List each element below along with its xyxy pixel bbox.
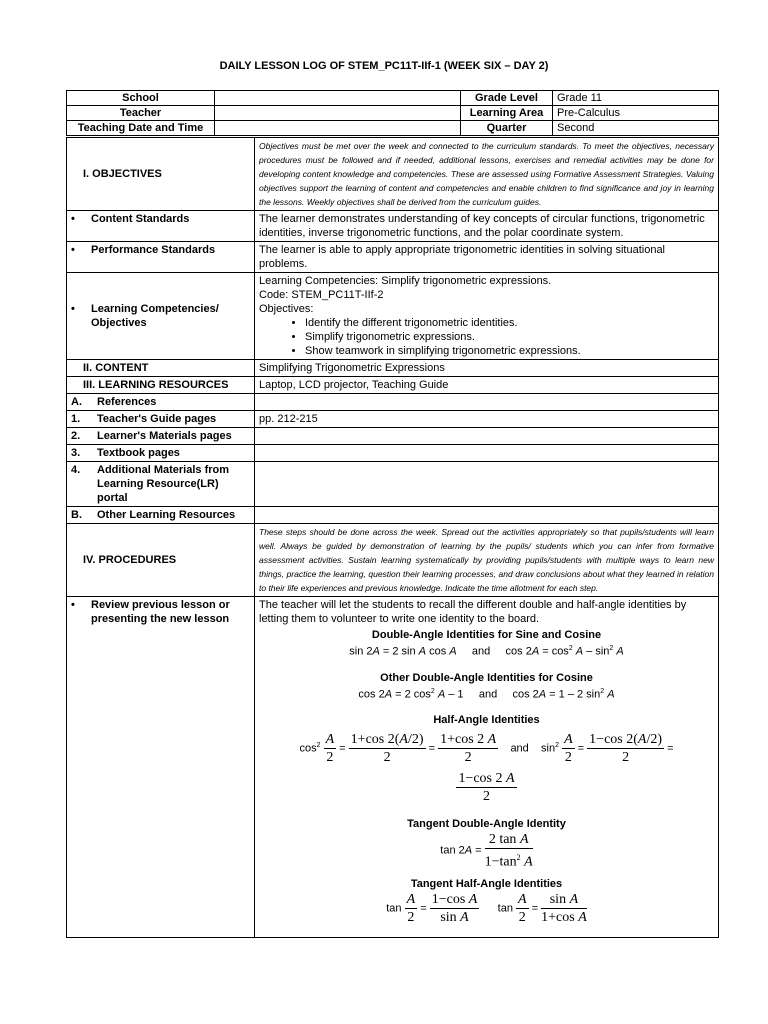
school-value <box>215 91 461 106</box>
competencies-line: Learning Competencies: Simplify trigonometric expressions. <box>259 275 552 287</box>
tangent-double-angle-heading: Tangent Double-Angle Identity <box>407 818 566 831</box>
half-angle-formula-cont: $\frac{1-\cos 2 A}{2}$ <box>458 771 515 805</box>
double-angle-formula: sin 2A = 2 sin A cos A and $\cos 2A = \cos^2 A - \sin^2 A$ <box>349 645 624 658</box>
references-label: A. References <box>67 394 255 411</box>
textbook-pages-value <box>255 445 719 462</box>
teaching-date-value <box>215 121 461 136</box>
content-standards-text: The learner demonstrates understanding of key concepts of circular functions, trigonometric identities, inverse trigonometric functions, and the polar coordinate system. <box>255 211 719 242</box>
document-title: DAILY LESSON LOG OF STEM_PC11T-IIf-1 (WEEK SIX – DAY 2) <box>219 60 549 72</box>
school-label: School <box>67 91 215 106</box>
header-table <box>66 90 719 136</box>
teacher-value <box>215 106 461 121</box>
list-item: • Identify the different trigonometric identities. <box>305 316 714 330</box>
grade-level-label: Grade Level <box>461 91 553 106</box>
quarter-value: Second <box>553 121 719 136</box>
resources-label: III. LEARNING RESOURCES <box>67 377 255 394</box>
objectives-heading: Objectives: <box>259 303 314 315</box>
performance-standards-text: The learner is able to apply appropriate trigonometric identities in solving situational problems. <box>255 242 719 273</box>
half-angle-heading: Half-Angle Identities <box>433 714 540 727</box>
teaching-date-label: Teaching Date and Time <box>67 121 215 136</box>
learning-area-value: Pre-Calculus <box>553 106 719 121</box>
textbook-pages-label: 3. Textbook pages <box>67 445 255 462</box>
objectives-note: Objectives must be met over the week and connected to the curriculum standards. To meet the objectives, necessary procedures must be followed and if needed, additional lessons, exercises and remedial activities may be done for developing content knowledge and competencies. These are assessed using Formative Assessment Strategies. Valuing objectives support the learning of content and competencies and enable children to find significance and joy in learning the lessons. Weekly objectives shall be derived from the curriculum guides. <box>255 138 719 211</box>
learners-materials-label: 2. Learner's Materials pages <box>67 428 255 445</box>
other-double-angle-heading: Other Double-Angle Identities for Cosine <box>380 671 593 684</box>
quarter-label: Quarter <box>461 121 553 136</box>
content-value: Simplifying Trigonometric Expressions <box>255 360 719 377</box>
objectives-label: I. OBJECTIVES <box>67 138 255 211</box>
procedures-note: These steps should be done across the week. Spread out the activities appropriately so that pupils/students will learn well. Always be guided by demonstration of learning by the pupils/ students which you can infer from formative assessment activities. Sustain learning systematically by providing pupils/students with multiple ways to learn new things, practice the learning, question their learning processes, and draw conclusions about what they learned in relation to their life experiences and previous knowledge. Indicate the time allotment for each step. <box>255 524 719 597</box>
review-label: • Review previous lesson or presenting the new lesson <box>67 597 255 938</box>
content-label: II. CONTENT <box>67 360 255 377</box>
additional-materials-label: 4. Additional Materials from Learning Resource(LR) portal <box>67 462 255 507</box>
tangent-half-angle-formula: tan $\frac{A}{2}$ = $\frac{\text{1−cos A}}{\text{sin A}}$ tan $\frac{A}{2}$ = $\frac{\text{sin A}}{\text{1+cos A}}$ <box>386 891 587 925</box>
learners-materials-value <box>255 428 719 445</box>
content-standards-label: • Content Standards <box>67 211 255 242</box>
half-angle-formula: $\cos^2$ $\frac{A}{2}$ = $\frac{1+\cos 2(A/2)}{2}$ = $\frac{1+\cos 2 A}{2}$ and $\sin^2$ $\frac{A}{2}$ = $\frac{1-\cos 2(A/2)}{2}$ = <box>299 732 674 766</box>
tangent-half-angle-heading: Tangent Half-Angle Identities <box>410 877 563 890</box>
learning-area-label: Learning Area <box>461 106 553 121</box>
other-double-angle-formula: cos 2A = 2 $\cos^2 A - 1$ and cos 2A = 1 – 2 $\sin^2 A$ <box>358 687 615 701</box>
references-value <box>255 394 719 411</box>
competencies-cell <box>255 273 719 360</box>
competencies-label: • Learning Competencies/ Objectives <box>67 273 255 360</box>
grade-level-value: Grade 11 <box>553 91 719 106</box>
competencies-code: Code: STEM_PC11T-IIf-2 <box>259 289 384 301</box>
review-cell <box>255 597 719 938</box>
lesson-table <box>66 137 719 938</box>
other-resources-label: B. Other Learning Resources <box>67 507 255 524</box>
objectives-list <box>259 316 714 358</box>
list-item: • Show teamwork in simplifying trigonometric expressions. <box>305 344 714 358</box>
list-item: • Simplify trigonometric expressions. <box>305 330 714 344</box>
other-resources-value <box>255 507 719 524</box>
additional-materials-value <box>255 462 719 507</box>
procedures-label: IV. PROCEDURES <box>67 524 255 597</box>
resources-value: Laptop, LCD projector, Teaching Guide <box>255 377 719 394</box>
performance-standards-label: • Performance Standards <box>67 242 255 273</box>
teachers-guide-label: 1. Teacher's Guide pages <box>67 411 255 428</box>
double-angle-heading: Double-Angle Identities for Sine and Cosine <box>371 629 602 641</box>
tangent-double-angle-formula: tan 2A = $\frac{\text{2 tan A}}{1-\tan^2 A}$ <box>440 832 533 870</box>
teacher-label: Teacher <box>67 106 215 121</box>
review-text: The teacher will let the students to recall the different double and half-angle identities by letting them to volunteer to write one identity to the board. <box>259 599 687 625</box>
teachers-guide-value: pp. 212-215 <box>255 411 719 428</box>
